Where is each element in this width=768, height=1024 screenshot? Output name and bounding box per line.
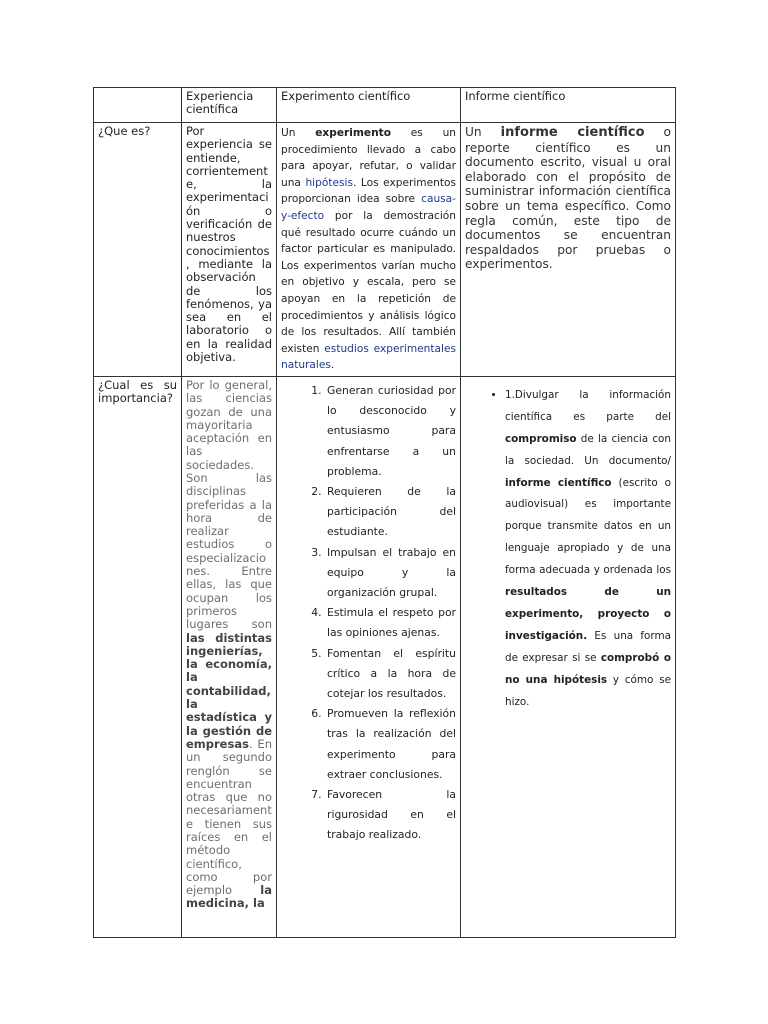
bold-term: comprobó o no una hipótesis [505,651,671,686]
list-item: 3. Impulsan el trabajo en equipo y la organización grupal. [325,543,456,604]
text-run: y cómo se hizo. [505,673,672,708]
list-item: 4. Estimula el respeto por las opiniones ajenas. [325,603,456,643]
bold-term: la medicina, la [186,883,272,911]
causa-efecto-link[interactable]: causa-y-efecto [281,193,456,222]
bold-term: experimento [315,127,391,139]
list-item [505,385,671,714]
informe-definition [461,123,676,377]
text-run: . En un segundo renglón se encuentran otras que no necesariamente tienen sus raíces en el método científico, como por ejemplo [186,736,272,898]
text-run: de la ciencia con la sociedad. Un documento/ [505,432,671,467]
informe-list [465,385,671,714]
header-empty-cell [94,88,182,123]
bold-term: resultados de un experimento, proyecto o investigación. [505,586,671,642]
text-run: por la demostración qué resultado ocurre cuándo un factor particular es manipulado. Los experimentos varían mucho en objetivo y escala, pero se apoyan en la repetición de procedimientos y análisis lógico de los resultados. Allí también existen [281,209,456,355]
list-item: 1. Generan curiosidad por lo desconocido y entusiasmo para enfrentarse a un problema. [325,381,456,482]
list-item: 5. Fomentan el espíritu crítico a la hora de cotejar los resultados. [325,644,456,705]
text-run: . [330,359,335,372]
row-importancia [94,376,676,937]
estudios-experimentales-link[interactable]: estudios experimentales naturales [281,342,456,372]
experiencia-definition: Por experiencia se entiende, corrientemente, la experimentación o verificación de nuestros conocimientos, mediante la observación de los fenómenos, ya sea en el laboratorio o en la realidad objetiva. [182,123,277,377]
header-experimento: Experimento científico [277,88,461,123]
text-run: (escrito o audiovisual) es importante porque transmite datos en un lenguaje apropiado y de una forma adecuada y ordenada los [505,476,671,577]
item-number: 1. [505,388,515,401]
header-row [94,88,676,123]
list-item: 2. Requieren de la participación del estudiante. [325,482,456,543]
text-run: Un [281,127,316,139]
hipotesis-link[interactable]: hipótesis [305,176,353,189]
experimento-definition [277,123,461,377]
text-run: Por lo general, las ciencias gozan de una mayoritaria aceptación en las sociedades. Son las disciplinas preferidas a la hora de realizar estudios o especializaciones. Entre ellas, las que ocupan los primeros lugares son [186,377,272,632]
text-run: Divulgar la información científica es parte del [505,388,671,423]
bold-term: compromiso [505,432,577,445]
comparison-table [93,87,676,938]
bold-term: informe científico [500,125,645,140]
text-run: es un procedimiento llevado a cabo para apoyar, refutar, o validar una [281,127,457,189]
importancia-list [281,381,456,846]
informe-importancia [461,376,676,937]
header-informe: Informe científico [461,88,676,123]
bold-term: las distintas ingenierías, la economía, la contabilidad, la estadística y la gestión de empresas [186,630,272,751]
text-run: Es una forma de expresar si se [505,629,671,664]
list-item: 7. Favorecen la rigurosidad en el trabajo realizado. [325,785,456,846]
row-label-importancia: ¿Cual es su importancia? [94,376,182,937]
row-que-es [94,123,676,377]
list-item: 6. Promueven la reflexión tras la realización del experimento para extraer conclusiones. [325,704,456,785]
experiencia-importancia [182,376,277,937]
header-experiencia: Experiencia científica [182,88,277,123]
bold-term: informe científico [505,476,612,489]
row-label-que-es: ¿Que es? [94,123,182,377]
text-run: . Los experimentos proporcionan idea sobre [281,176,456,206]
experimento-importancia [277,376,461,937]
text-run: o reporte científico es un documento escrito, visual u oral elaborado con el propósito de suministrar información científica sobre un tema específico. Como regla común, este tipo de documentos se encuentran respaldados por pruebas o experimentos. [465,125,671,272]
text-run: Un [465,125,501,139]
